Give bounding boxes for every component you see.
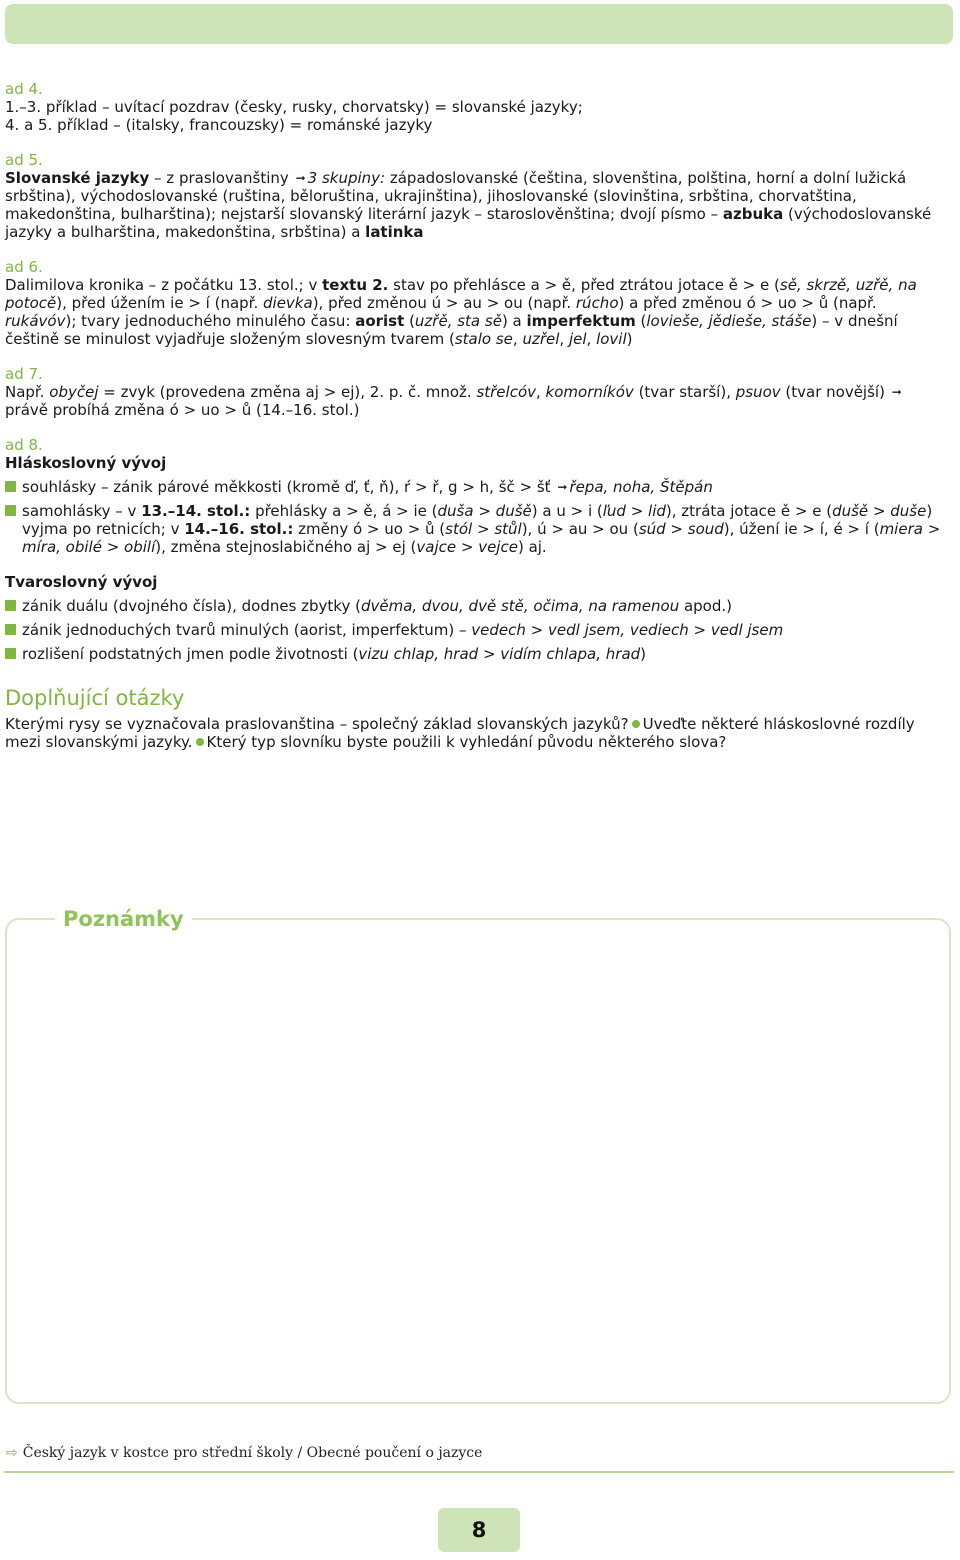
ad8-subheading-morphology: Tvaroslovný vývoj [5, 573, 158, 591]
green-square-bullet-icon [5, 648, 16, 659]
ad8-heading: ad 8. [5, 436, 43, 454]
ad4-heading: ad 4. [5, 80, 43, 98]
main-content [5, 80, 950, 751]
ad6-paragraph: Dalimilova kronika – z počátku 13. stol.; v textu 2. stav po přehlásce a > ě, před ztrátou jotace ě > e (sě, skrzě, uzřě, na potocě), před úžením ie > í (např. dievka), před změnou ú > au > ou (např. rúcho) a před změnou ó > uo > ů (např. rukávóv); tvary jednoduchého minulého času: aorist (uzřě, sta sě) a imperfektum (lovieše, jědieše, stáše) – v dnešní češtině se minulost vyjadřuje složeným slovesným tvarem (stalo se, uzřel, jel, lovil) [5, 276, 917, 348]
questions-heading: Doplňující otázky [5, 686, 185, 710]
ad8-subheading-phonology: Hláskoslovný vývoj [5, 454, 167, 472]
green-square-bullet-icon [5, 481, 16, 492]
list-item: souhlásky – zánik párové měkkosti (kromě ď, ť, ň), ŕ > ř, g > h, šč > šť ➞ řepa, noha, Štěpán [5, 478, 950, 496]
footer-divider [4, 1471, 954, 1473]
ad4-line1: 1.–3. příklad – uvítací pozdrav (česky, rusky, chorvatsky) = slovanské jazyky; [5, 98, 583, 116]
green-dot-icon [632, 720, 640, 728]
header-band [5, 4, 953, 44]
ad6-heading: ad 6. [5, 258, 43, 276]
ad5-heading: ad 5. [5, 151, 43, 169]
ad7-paragraph: Např. obyčej = zvyk (provedena změna aj > ej), 2. p. č. množ. střelcóv, komorníkóv (tvar starší), psuov (tvar novější) ➞ právě probíhá změna ó > uo > ů (14.–16. stol.) [5, 383, 902, 419]
green-square-bullet-icon [5, 624, 16, 635]
ad7-heading: ad 7. [5, 365, 43, 383]
ad5-term: Slovanské jazyky [5, 169, 150, 187]
right-arrow-icon: ➞ [295, 171, 306, 185]
right-arrow-icon: ➞ [557, 480, 568, 494]
list-item: samohlásky – v 13.–14. stol.: přehlásky a > ě, á > ie (duša > dušě) a u > i (ľud > lid), ztráta jotace ě > e (dušě > duše) vyjma po retnicích; v 14.–16. stol.: změny ó > uo > ů (stól > stůl), ú > au > ou (súd > soud), úžení ie > í, é > í (miera > míra, obilé > obilí), změna stejnoslabičného aj > ej (vajce > vejce) aj. [5, 502, 950, 556]
notes-box [5, 907, 951, 1404]
right-arrow-icon: ➞ [891, 385, 902, 399]
list-item: zánik duálu (dvojného čísla), dodnes zbytky (dvěma, dvou, dvě stě, očima, na ramenou apod.) [5, 597, 950, 615]
notes-title: Poznámky [55, 906, 192, 932]
questions-paragraph: Kterými rysy se vyznačovala praslovanština – společný základ slovanských jazyků? Uveďte některé hláskoslovné rozdíly mezi slovanskými jazyky. Který typ slovníku byste použili k vyhledání původu některého slova? [5, 715, 915, 751]
green-square-bullet-icon [5, 600, 16, 611]
green-square-bullet-icon [5, 505, 16, 516]
footer-caption [6, 1444, 482, 1462]
footer-text: Český jazyk v kostce pro střední školy / Obecné poučení o jazyce [22, 1445, 483, 1461]
list-item: rozlišení podstatných jmen podle životnosti (vizu chlap, hrad > vidím chlapa, hrad) [5, 645, 950, 663]
page-number: 8 [438, 1508, 520, 1552]
outline-arrow-icon: ⇨ [6, 1445, 18, 1461]
ad5-paragraph: Slovanské jazyky – z praslovanštiny ➞ 3 skupiny: západoslovanské (čeština, slovenština, polština, horní a dolní lužická srbština), východoslovanské (ruština, běloruština, ukrajinština), jihoslovanské (slovinština, srbština, chorvatština, makedonština, bulharština); nejstarší slovanský literární jazyk – staroslověnština; dvojí písmo – azbuka (východoslovanské jazyky a bulharština, makedonština, srbština) a latinka [5, 169, 932, 241]
ad4-line2: 4. a 5. příklad – (italsky, francouzsky) = románské jazyky [5, 116, 433, 134]
green-dot-icon [196, 738, 204, 746]
list-item: zánik jednoduchých tvarů minulých (aorist, imperfektum) – vedech > vedl jsem, vediech > vedl jsem [5, 621, 950, 639]
